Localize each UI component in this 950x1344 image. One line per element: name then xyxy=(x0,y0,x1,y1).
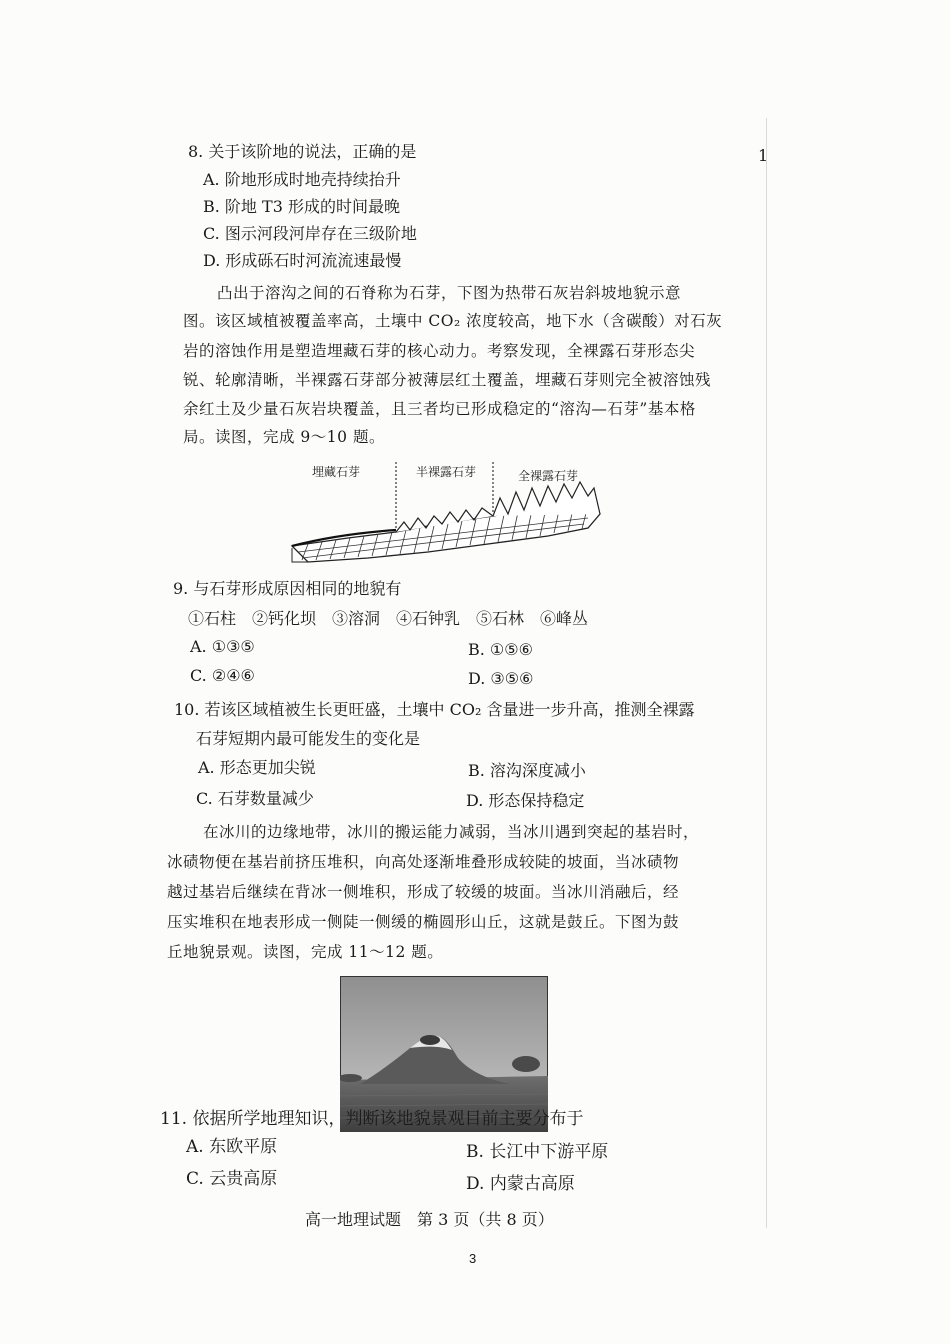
label-fully-exposed: 全裸露石芽 xyxy=(518,469,579,483)
q10-option-b: B. 溶沟深度减小 xyxy=(468,761,586,780)
q11-stem: 11. 依据所学地理知识，判断该地貌景观目前主要分布于 xyxy=(160,1109,584,1129)
q11-option-c: C. 云贵高原 xyxy=(186,1169,278,1189)
q8-option-a: A. 阶地形成时地壳持续抬升 xyxy=(203,170,401,189)
q9-stem: 9. 与石芽形成原因相同的地貌有 xyxy=(173,579,402,598)
passage1-line: 余红土及少量石灰岩块覆盖，且三者均已形成稳定的“溶沟—石芽”基本格 xyxy=(183,400,696,418)
q11-option-d: D. 内蒙古高原 xyxy=(466,1174,575,1194)
passage1-line: 凸出于溶沟之间的石脊称为石芽，下图为热带石灰岩斜坡地貌示意 xyxy=(217,284,682,302)
page-footer: 高一地理试题 第 3 页（共 8 页） xyxy=(305,1210,554,1229)
passage2-line: 越过基岩后继续在背冰一侧堆积，形成了较缓的坡面。当冰川消融后，经 xyxy=(167,883,680,901)
q9-items: ①石柱 ②钙化坝 ③溶洞 ④石钟乳 ⑤石林 ⑥峰丛 xyxy=(188,609,589,628)
passage1-line: 锐、轮廓清晰，半裸露石芽部分被薄层红土覆盖，埋藏石芽则完全被溶蚀残 xyxy=(183,371,712,389)
q8-option-b: B. 阶地 T3 形成的时间最晚 xyxy=(203,197,400,216)
label-semi-exposed: 半裸露石芽 xyxy=(416,465,477,479)
q9-option-c: C. ②④⑥ xyxy=(190,666,255,685)
tree-cluster xyxy=(420,1035,440,1045)
margin-mark: 1 xyxy=(758,146,769,165)
passage1-line: 局。读图，完成 9～10 题。 xyxy=(183,428,385,446)
q9-option-b: B. ①⑤⑥ xyxy=(468,640,533,659)
page-number: 3 xyxy=(469,1251,477,1266)
q9-option-a: A. ①③⑤ xyxy=(190,637,255,656)
q10-option-d: D. 形态保持稳定 xyxy=(466,791,585,810)
q11-option-a: A. 东欧平原 xyxy=(186,1137,278,1157)
label-buried: 埋藏石芽 xyxy=(312,465,361,479)
q8-option-c: C. 图示河段河岸存在三级阶地 xyxy=(203,224,417,243)
fully-exposed-teeth xyxy=(493,482,600,516)
q10-stem: 10. 若该区域植被生长更旺盛，土壤中 CO₂ 含量进一步升高，推测全裸露 xyxy=(174,700,695,719)
q10-option-a: A. 形态更加尖锐 xyxy=(198,758,316,777)
q8-stem: 8. 关于该阶地的说法，正确的是 xyxy=(188,142,417,161)
passage1-line: 图。该区域植被覆盖率高，土壤中 CO₂ 浓度较高，地下水（含碳酸）对石灰 xyxy=(183,312,723,330)
passage2-line: 压实堆积在地表形成一侧陡一侧缓的椭圆形山丘，这就是鼓丘。下图为鼓 xyxy=(167,913,680,931)
q11-option-b: B. 长江中下游平原 xyxy=(466,1142,609,1162)
q8-option-d: D. 形成砾石时河流流速最慢 xyxy=(203,251,402,270)
scan-edge-line xyxy=(766,118,767,1228)
q10-option-c: C. 石芽数量减少 xyxy=(196,789,314,808)
q9-option-d: D. ③⑤⑥ xyxy=(468,669,534,688)
passage2-line: 冰碛物便在基岩前挤压堆积，向高处逐渐堆叠形成较陡的坡面，当冰碛物 xyxy=(167,853,680,871)
passage2-line: 在冰川的边缘地带，冰川的搬运能力减弱，当冰川遇到突起的基岩时， xyxy=(203,823,700,841)
passage2-line: 丘地貌景观。读图，完成 11～12 题。 xyxy=(167,943,444,961)
passage1-line: 岩的溶蚀作用是塑造埋藏石芽的核心动力。考察发现，全裸露石芽形态尖 xyxy=(183,342,696,360)
distant-trees xyxy=(512,1056,540,1072)
q10-stem-cont: 石芽短期内最可能发生的变化是 xyxy=(196,729,421,748)
stone-teeth-diagram xyxy=(288,458,606,570)
